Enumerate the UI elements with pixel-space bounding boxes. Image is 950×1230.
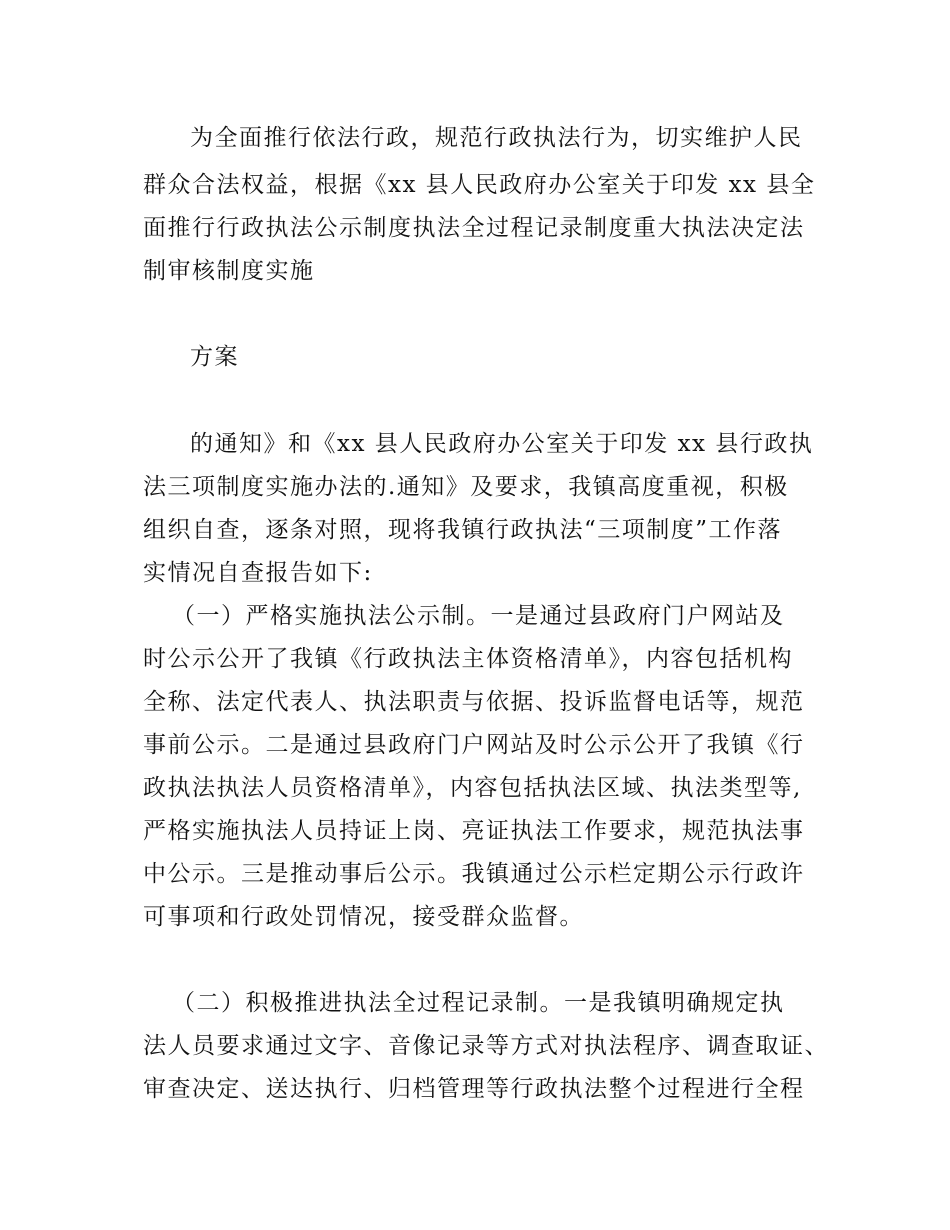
- text-line: （二）积极推进执法全过程记录制。一是我镇明确规定执: [172, 990, 785, 1016]
- text-line: 的通知》和《xx 县人民政府办公室关于印发 xx 县行政执: [190, 431, 814, 457]
- text-line: 严格实施执法人员持证上岗、亮证执法工作要求，规范执法事: [143, 818, 805, 844]
- text-line: 事前公示。二是通过县政府门户网站及时公示公开了我镇《行: [143, 732, 805, 758]
- text-line: 可事项和行政处罚情况，接受群众监督。: [143, 904, 584, 930]
- text-line: 面推行行政执法公示制度执法全过程记录制度重大执法决定法: [143, 215, 805, 241]
- text-line: 群众合法权益，根据《xx 县人民政府办公室关于印发 xx 县全: [143, 172, 816, 198]
- text-line: 中公示。三是推动事后公示。我镇通过公示栏定期公示行政许: [143, 861, 805, 887]
- text-line: 方案: [190, 344, 239, 370]
- text-line: 制审核制度实施: [143, 258, 315, 284]
- text-line: 组织自查，逐条对照，现将我镇行政执法“三项制度”工作落: [143, 517, 783, 543]
- text-line: 政执法执法人员资格清单》，内容包括执法区域、执法类型等,: [143, 775, 802, 801]
- text-line: 时公示公开了我镇《行政执法主体资格清单》，内容包括机构: [143, 646, 793, 672]
- text-line: （一）严格实施执法公示制。一是通过县政府门户网站及: [172, 603, 785, 629]
- text-line: 法人员要求通过文字、音像记录等方式对执法程序、调查取证、: [143, 1033, 829, 1059]
- text-line: 为全面推行依法行政，规范行政执法行为，切实维护人民: [190, 125, 803, 151]
- text-line: 法三项制度实施办法的.通知》及要求，我镇高度重视，积极: [143, 474, 789, 500]
- text-line: 实情况自查报告如下:: [143, 560, 373, 586]
- text-line: 审查决定、送达执行、归档管理等行政执法整个过程进行全程: [143, 1076, 805, 1102]
- text-line: 全称、法定代表人、执法职责与依据、投诉监督电话等，规范: [143, 689, 805, 715]
